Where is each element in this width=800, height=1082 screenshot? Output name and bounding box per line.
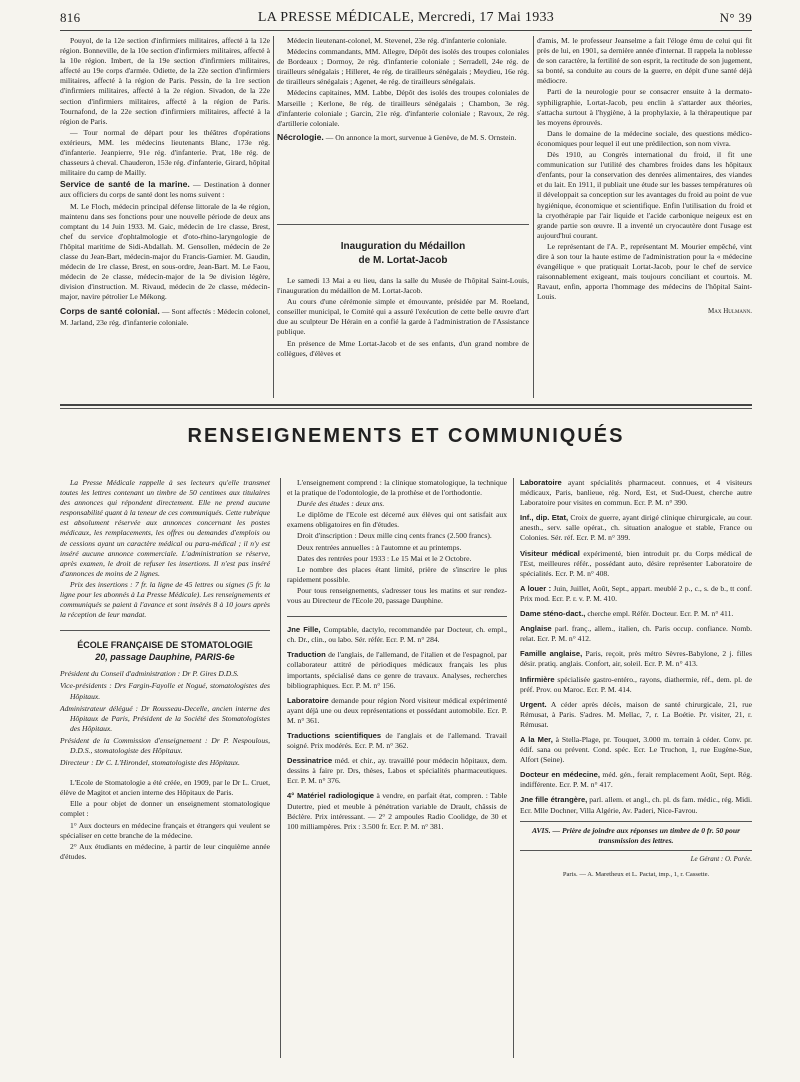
ecole-title: ÉCOLE FRANÇAISE DE STOMATOLOGIE: [77, 640, 253, 651]
ad-body: de l'anglais et de l'allemand. Travail soigné. Prix modérés. Ecr. P. M. n° 362.: [287, 730, 507, 751]
page-header: [60, 8, 752, 32]
staff-item: Administrateur délégué : Dr Rousseau-Decelle, ancien interne des Hôpitaux de Paris, Président de la Société des Stomatologistes des Hôpitaux.: [60, 703, 270, 733]
ad-title: Jne Fille,: [287, 625, 321, 635]
ad-body: à vendre, en parfait état, compren. : Table Dutertre, pied et meuble à pénétration variable de Drault, châssis de Béclère. Prix intéressant. — 2° 2 ampoules Radio Coolidge, de 30 et 100 milliampères. Prix : 3.500 fr. Ecr. P. M. n° 381.: [287, 791, 507, 831]
article-title: [277, 240, 529, 268]
ad-body: méd. et chir., ay. travaillé pour médecin hôpitaux, dem. dessins à faire pr. Drs, thèses, Labos et spécialités pharmaceutiques. Ecr. P. M. n° 376.: [287, 756, 508, 786]
staff-list: [60, 669, 270, 768]
ecole-address: 20, passage Dauphine, PARIS-6e: [95, 652, 235, 663]
paragraph: [60, 179, 270, 200]
gerant-line: Le Gérant : O. Porée.: [520, 850, 752, 864]
ad-body: cherche empl. Référ. Docteur. Ecr. P. M. n° 411.: [587, 609, 734, 619]
section-intro: — Destination à donner aux officiers du corps de santé dont les noms suivent :: [60, 180, 270, 200]
ad-title: A la Mer,: [520, 734, 553, 744]
paragraph: — Tour normal de départ pour les théâtres d'opérations extérieurs, MM. les médecins lieutenants Blanc, 173e rég. d'infanterie. Jeanpierre, 91e rég. d'infanterie. Prat, 18e rég. de chasseurs à cheval. Chauderon, 153e rég. d'infanterie, Girard, hôpital militaire du camp de Mailly.: [60, 127, 270, 178]
column-divider: [513, 478, 514, 1058]
ad-title: Anglaise: [520, 624, 552, 634]
paragraph: [277, 132, 529, 143]
article-title-line: de M. Lortat-Jacob: [358, 255, 448, 266]
notice-paragraph: La Presse Médicale rappelle à ses lecteurs qu'elle transmet toutes les lettres contenant un timbre de 50 centimes aux titulaires des annonces qui répondent directement. Elle ne prend aucune responsabilité quant à la teneur de ces communiqués. Cette rubrique est absolument réservée aux annonces concernant les postes médicaux, les remplacements, les offres ou demandes d'emplois ou de cessions ayant un caractère médical ou para-médical ; il n'y est inséré aucune annonce commerciale. L'administration se réserve, après examen, le droit de refuser les insertions. Il n'est pas inséré d'annonces de moins de 2 lignes.: [60, 478, 270, 578]
page-number: 816: [60, 10, 81, 25]
paragraph: Médecins commandants, MM. Allegre, Dépôt des isolés des troupes coloniales de Bordeaux ; Dormoy, 2e rég. d'infanterie coloniale ; Serradell, 24e rég. de tirailleurs sénégalais ; Hilleret, 4e rég. de tirailleurs sénégalais ; Meydieu, 16e rég. de tirailleurs sénégalais ; Agenet, 4e rég. de tirailleurs sénégalais.: [277, 47, 529, 87]
section-title-necrologie: Nécrologie.: [277, 131, 324, 142]
paragraph: Pour tous renseignements, s'adresser tous les matins et sur rendez-vous au Directeur de l'Ecole 20, passage Dauphine.: [287, 585, 507, 606]
paragraph: Le représentant de l'A. P., représentant M. Mourier empêché, vint dire à son tour la haute estime de l'administration pour la « médecine évangélique » que pratiquait Lortat-Jacob, pour le chef de service raisonnablement exigeant, mais toujours conciliant et courtois. M. Ravaut, enfin, apporta l'hommage des médecins de l'hôpital Saint-Louis.: [537, 241, 752, 302]
paragraph: L'Ecole de Stomatologie a été créée, en 1909, par le Dr L. Cruet, élève de Magitot et ancien interne des Hôpitaux de Paris.: [60, 778, 270, 798]
classified-ad: [287, 650, 507, 690]
ad-body: parl. allem. et angl., ch. pl. ds fam. médic., rég. Midi. Ecr. Mlle Dochner, Villa Algérie, Av. Paderi, Nice-Favrou.: [520, 795, 752, 815]
journal-title-date: [60, 10, 752, 26]
section-body: — Sont affectés : Médecin colonel, M. Jarland, 23e rég. d'infanterie coloniale.: [60, 307, 271, 327]
classified-ad: [520, 795, 752, 815]
section-rule: [60, 408, 752, 409]
paragraph: Elle a pour objet de donner un enseignement stomatologique complet :: [60, 799, 270, 819]
ad-body: Paris, reçoit, près métro Sèvres-Babylone, 2 j. filles désir. pratiq. anglais. Confort, air, soleil. Ecr. P. M. n° 413.: [520, 649, 752, 669]
printer-line: Paris. — A. Maretheux et L. Pactat, imp., 1, r. Cassette.: [562, 870, 710, 878]
paragraph: d'amis, M. le professeur Jeanselme a fait l'éloge ému de celui qui fit près de lui, en 1901, sa dernière année d'internat. Il rappela la noblesse de son caractère, la fertilité de son esprit, la rectitude de son jugement, sa bonté, sa conduite au cours de la guerre, en dépit d'une santé déjà médiocre.: [537, 36, 752, 86]
ad-title: Urgent.: [520, 699, 547, 709]
ad-title: 4° Matériel radiologique: [287, 791, 374, 801]
paragraph: Au cours d'une cérémonie simple et émouvante, présidée par M. Roeland, conseiller municipal, le Comité qui a assuré l'exécution de cette belle œuvre d'art due au sculpteur De Hérain en a confié la garde à l'administration de l'Assistance publique.: [277, 297, 529, 337]
column-3-bottom: [520, 478, 752, 880]
staff-item: Président du Conseil d'administration : Dr P. Gires D.D.S.: [60, 669, 239, 679]
ad-body: méd. gén., ferait remplacement Août, Sept. Rég. indifférente. Ecr. P. M. n° 417.: [520, 770, 752, 790]
inauguration-article: [277, 232, 529, 360]
classified-ad: [520, 770, 752, 790]
ad-title: Dessinatrice: [287, 756, 333, 766]
paragraph: M. Le Floch, médecin principal défense littorale de la 4e région, maintenu dans ses fonctions pour une nouvelle période de deux ans comptant du 14 Juin 1933. M. Gaic, médecin de 1re classe, Brest, chef du service d'ophtalmologie et d'oto-rhino-laryngologie de l'hôpital maritime de Sidi-Abdallah. M. Gensollen, médecin de 2e classe du Jean-Bart, médecin-major du Francis-Garnier. M. Gaudin, médecin de 1re classe, Brest, en sous-ordre, Jean-Bart. M. Le Faou, médecin de 2e classe, médecin-major de la 9e division légère, division d'instruction. M. Rivaud, médecin de 2e classe, médecin-major, navire pétrolier Le Mékong.: [60, 201, 270, 302]
classified-ad: [287, 731, 507, 751]
classified-ad: [287, 791, 507, 831]
ad-title: Laboratoire: [520, 478, 562, 487]
ad-body: à Stella-Plage, pr. Touquet, 3.000 m. terrain à céder. Conv. pr. édif. sana ou prévent. Cond. spéc. Ecr. Le Truchon, 1, rue Eugène-Sue, Alfort (Seine).: [520, 734, 752, 765]
paragraph: Le diplôme de l'Ecole est décerné aux élèves qui ont satisfait aux examens obligatoires en fin d'études.: [287, 510, 507, 530]
classified-ad: [520, 624, 752, 644]
classified-ad: [520, 549, 752, 579]
ecole-header: [60, 639, 270, 663]
paragraph: Dans le domaine de la médecine sociale, des questions médico-économiques pour lequel il eut une prédilection, son nom vivra.: [537, 128, 752, 148]
paragraph: 1° Aux docteurs en médecine français et étrangers qui veulent se spécialiser en cette branche de la médecine.: [60, 820, 270, 840]
section-title-colonial: Corps de santé colonial.: [60, 306, 160, 317]
ad-title: Traductions scientifiques: [287, 730, 382, 740]
ad-title: Dame sténo-dact.,: [520, 609, 586, 619]
divider: [287, 616, 507, 617]
paragraph: Droit d'inscription : Deux mille cinq cents francs (2.500 francs).: [297, 531, 492, 541]
ad-title: Famille anglaise,: [520, 649, 583, 659]
column-divider: [533, 36, 534, 398]
ad-title: Traduction: [287, 650, 326, 660]
ad-body: expérimenté, bien introduit pr. du Corps médical de l'Est, meilleures référ., possédant auto, désire représenter Laboratoire de spécialités. Ecr. P. M. n° 408.: [520, 548, 753, 578]
classified-ad: [520, 478, 752, 508]
classified-ad: [520, 735, 752, 765]
journal-name: LA PRESSE MÉDICALE,: [257, 10, 415, 25]
ad-title: Jne fille étrangère,: [520, 795, 588, 805]
ad-body: parl. franç., allem., italien, ch. Paris occup. confiance. Nomb. relat. Ecr. P. M. n° 412.: [520, 624, 752, 644]
classified-ad: [520, 584, 752, 604]
paragraph: Le samedi 13 Mai a eu lieu, dans la salle du Musée de l'hôpital Saint-Louis, l'inauguration du médaillon de M. Lortat-Jacob.: [277, 276, 529, 296]
paragraph: Médecin lieutenant-colonel, M. Stevenel, 23e rég. d'infanterie coloniale.: [287, 36, 507, 45]
classified-ad: [287, 625, 507, 645]
staff-item: Président de la Commission d'enseignement : Dr P. Nespoulous, D.D.S., stomatologiste des Hôpitaux.: [60, 735, 270, 755]
ad-body: A céder après décès, maison de santé chirurgicale, 21, rue Rémusat, à Paris. S'adres. M. Mellac, 7, r. La Boétie. Pr. visiter, 21, r. Rémusat.: [520, 699, 752, 729]
classified-ad: [520, 649, 752, 669]
section-rule: [60, 404, 752, 406]
ad-body: demande pour région Nord visiteur médical expérimenté ayant déjà une ou deux représentations et possédant automobile. Ecr. P. M. n° 361.: [287, 695, 507, 725]
classified-ad: [520, 675, 752, 695]
classified-ad: [287, 696, 507, 726]
section-title-marine: Service de santé de la marine.: [60, 179, 190, 190]
column-2-top: [277, 36, 529, 144]
column-3-top: [537, 36, 752, 317]
paragraph: [60, 306, 270, 327]
prices-paragraph: Prix des insertions : 7 fr. la ligne de 45 lettres ou signes (5 fr. la ligne pour les abonnés à La Presse Médicale). Les renseignements et communiqués se paient à l'avance et sont insérés 8 à 10 jours après la réception de leur mandat.: [60, 579, 270, 620]
ad-body: Comptable, dactylo, recommandée par Docteur, ch. empl., ch. Dr., clin., ou labo. Sér. référ. Ecr. P. M. n° 284.: [287, 625, 507, 645]
ad-title: Docteur en médecine,: [520, 770, 600, 780]
column-divider: [280, 478, 281, 1058]
classified-ads: [520, 478, 752, 816]
ad-body: spécialisée gastro-entéro., rayons, diathermie, réf., dem. pl. de préf. Prov. ou Maroc. Ecr. P. M. 414.: [520, 674, 752, 694]
paragraph: En présence de Mme Lortat-Jacob et de ses enfants, d'un grand nombre de collègues, d'élèves et: [277, 338, 529, 358]
staff-item: Vice-présidents : Drs Fargin-Fayolle et Nogué, stomatologistes des Hôpitaux.: [60, 681, 270, 701]
ad-title: Visiteur médical: [520, 548, 580, 558]
column-divider: [273, 36, 274, 398]
ad-title: Laboratoire: [287, 695, 329, 705]
divider: [60, 630, 270, 631]
paragraph: Dès 1910, au Congrès international du froid, il fit une communication sur l'utilité des chambres froides dans les hôpitaux d'enfants, pour la conservation des denrées alimentaires, des viandes et du lait. En 1911, il publiait une étude sur les basses températures où il développait sa conception sur les avantages du froid au point de vue hygiénique, économique et scientifique. Enfin l'utilisation du froid et la cryothérapie par l'air liquide et l'acide carbonique neigeux est en grande partie son œuvre. Il a inventé un cryocautère dont l'usage est aujourd'hui courant.: [537, 150, 752, 240]
ad-body: ayant spécialités pharmaceut. connues, et 4 visiteurs médicaux, Paris, banlieue, rég. Nord, Est, et Sud-Ouest, cherche autre Laboratoire pour visites en commun. Ecr. P. M. n° 390.: [520, 478, 752, 508]
classified-ad: [520, 700, 752, 730]
paragraph: Durée des études : deux ans.: [297, 499, 385, 509]
classified-ads: [287, 625, 507, 832]
paragraph: Pouyol, de la 12e section d'infirmiers militaires, affecté à la 12e région. Bonneville, de la 10e section d'infirmiers militaires, affecté à la 10e région. Imbert, de la 19e section d'infirmiers militaires, affecté au 19e corps d'armée. Odiette, de la 22e section d'infirmiers militaires, affecté à la région de Paris. Pessin, de la 1re section d'infirmiers militaires, affecté à la 2e région. Sivadon, de la 22e section d'infirmiers militaires, affecté à la région de Paris. Tournafond, de la 22e section d'infirmiers militaires, affecté à la région de Paris.: [60, 36, 270, 126]
paragraph: 2° Aux étudiants en médecine, à partir de leur cinquième année d'études.: [60, 841, 270, 861]
article-title-line: Inauguration du Médaillon: [340, 241, 466, 252]
section-banner: RENSEIGNEMENTS ET COMMUNIQUÉS: [187, 425, 625, 447]
classified-ad: [520, 609, 752, 619]
ad-body: de l'anglais, de l'allemand, de l'italien et de l'espagnol, par collaborateur attitré de périodiques médicaux français les plus importants, spécialisé dans ce genre de travaux. Analyses, recherches bibliographiques. Ecr. P. M. n° 156.: [287, 650, 507, 690]
ad-title: Infirmière: [520, 674, 555, 684]
paragraph: Le nombre des places étant limité, prière de s'inscrire le plus rapidement possible.: [287, 564, 507, 584]
paragraph: Dates des rentrées pour 1933 : Le 15 Mai et le 2 Octobre.: [297, 553, 472, 563]
paragraph: Médecins capitaines, MM. Labbe, Dépôt des isolés des troupes coloniales de Marseille ; Kerlone, 8e rég. de tirailleurs sénégalais ; Chambon, 3e rég. d'infanterie coloniale ; Garcin, 21e rég. d'infanterie coloniale ; Ravoux, 2e rég. d'artillerie coloniale.: [277, 88, 529, 128]
ecole-body: [60, 778, 270, 862]
column-2-bottom: [287, 478, 507, 837]
issue-number: N° 39: [719, 10, 752, 25]
paragraph: Deux rentrées annuelles : à l'automne et au printemps.: [297, 542, 462, 552]
paragraph: Parti de la neurologie pour se consacrer ensuite à la dermato-syphiligraphie, Lortat-Jacob, peu enclin à s'attarder aux théories, s'attacha surtout à l'hygiène, à la prophylaxie, à la thérapeutique par les moyens éprouvés.: [537, 87, 752, 127]
classified-ad: [520, 513, 752, 543]
staff-item: Directeur : Dr C. L'Hirondel, stomatologiste des Hôpitaux.: [60, 758, 240, 768]
avis-notice: AVIS. — Prière de joindre aux réponses un timbre de 0 fr. 50 pour transmission des lettres.: [520, 821, 752, 846]
classified-ad: [287, 756, 507, 786]
ad-title: A louer :: [520, 583, 552, 593]
ad-body: Croix de guerre, ayant dirigé clinique chirurgicale, au cour. anesth., serv. salle opérat., ch. situation analogue et stable, France ou Colonies. Sér. réf. Ecr. P. M. n° 399.: [520, 513, 753, 543]
ad-title: Inf., dip. Etat,: [520, 513, 569, 523]
column-1-bottom: [60, 478, 270, 863]
header-rule: [60, 30, 752, 31]
paragraph: L'enseignement comprend : la clinique stomatologique, la technique et la pratique de l'odontologie, de la prothèse et de l'orthodontie.: [287, 478, 507, 498]
box-rule-top: [277, 224, 529, 225]
issue-date: Mercredi, 17 Mai 1933: [417, 10, 555, 25]
article-signature: Max Hulmann.: [708, 307, 752, 316]
section-body: — On annonce la mort, survenue à Genève, de M. S. Ornstein.: [325, 132, 517, 142]
column-1-top: [60, 36, 270, 329]
ad-body: Juin, Juillet, Août, Sept., appart. meublé 2 p., c., s. de b., tt conf. Prix mod. Ecr. P. r. v. P. M. 410.: [520, 583, 753, 603]
